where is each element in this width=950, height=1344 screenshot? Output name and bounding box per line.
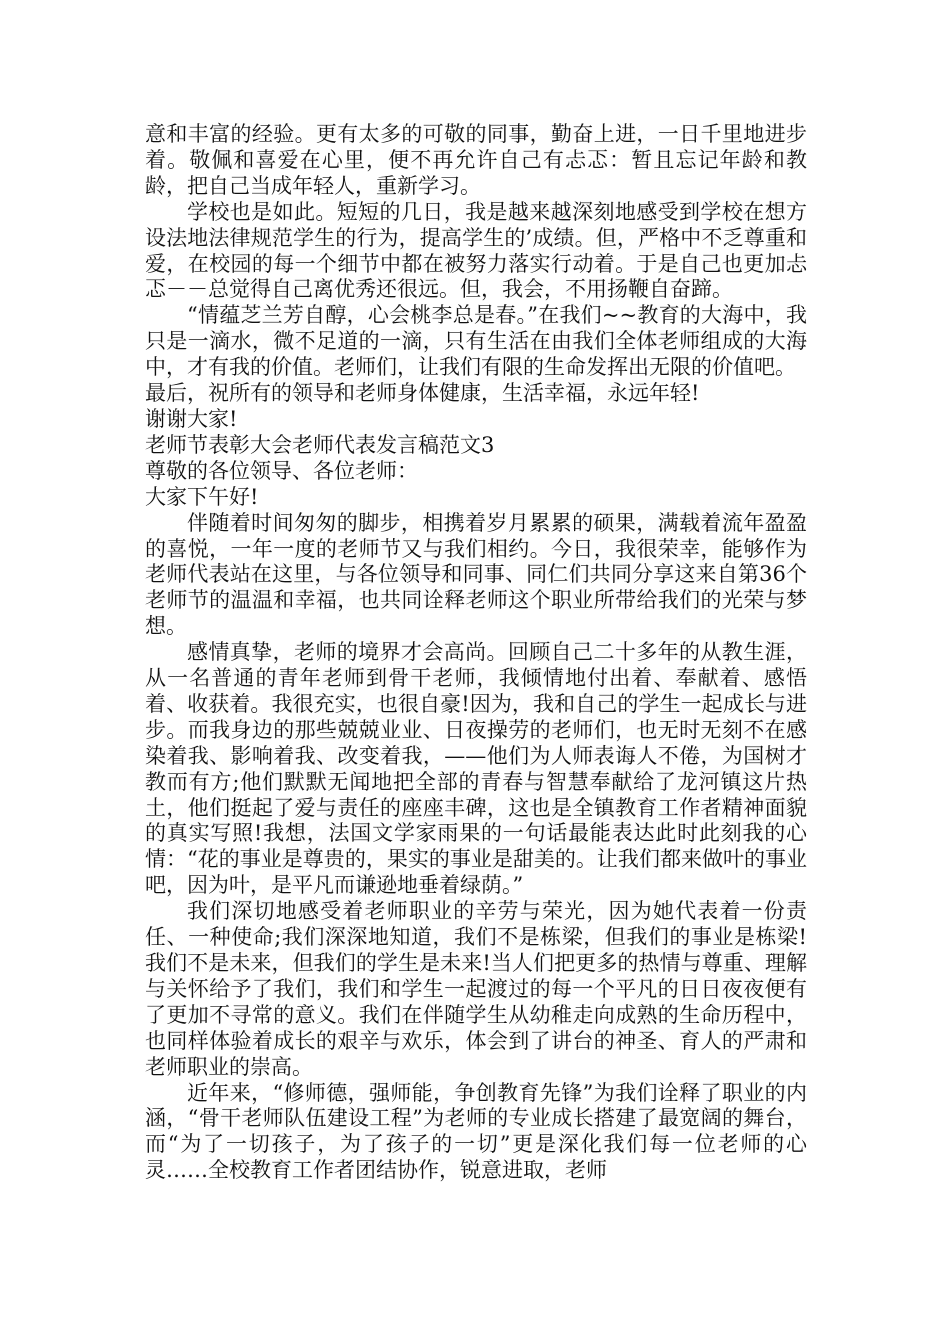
paragraph-emotion: 感情真挚，老师的境界才会高尚。回顾自己二十多年的从教生涯，从一名普通的青年老师到骨干老师，我倾情地付出着、奉献着、感悟着、收获着。我很充实，也很自豪!因为，我和自己的学生一起成长与进步。而我身边的那些兢兢业业、日夜操劳的老师们，也无时无刻不在感染着我、影响着我、改变着我，——他们为人师表诲人不倦，为国树才教而有方;他们默默无闻地把全部的青春与智慧奉献给了龙河镇这片热土，他们挺起了爱与责任的座座丰碑，这也是全镇教育工作者精神面貌的真实写照!我想，法国文学家雨果的一句话最能表达此时此刻我的心情：“花的事业是尊贵的，果实的事业是甜美的。让我们都来做叶的事业吧，因为叶，是平凡而谦逊地垂着绿荫。” <box>145 640 807 898</box>
paragraph-intro: 伴随着时间匆匆的脚步，相携着岁月累累的硕果，满载着流年盈盈的喜悦，一年一度的老师节又与我们相约。今日，我很荣幸，能够作为老师代表站在这里，与各位领导和同事、同仁们共同分享这来自第36个老师节的温温和幸福，也共同诠释老师这个职业所带给我们的光荣与梦想。 <box>145 510 807 639</box>
document-body <box>145 122 807 1184</box>
paragraph-recent-years: 近年来，“修师德，强师能，争创教育先锋”为我们诠释了职业的内涵，“骨干老师队伍建设工程”为老师的专业成长搭建了最宽阔的舞台，而“为了一切孩子，为了孩子的一切”更是深化我们每一位老师的心灵……全校教育工作者团结协作，锐意进取，老师 <box>145 1080 807 1183</box>
section-title: 老师节表彰大会老师代表发言稿范文3 <box>145 432 495 457</box>
closing-thanks: 谢谢大家! <box>145 406 238 431</box>
paragraph-school: 学校也是如此。短短的几日，我是越来越深刻地感受到学校在想方设法地法律规范学生的行为，提高学生的’成绩。但，严格中不乏尊重和爱，在校园的每一个细节中都在被努力落实行动着。于是自己也更加忐忑－－总觉得自己离优秀还很远。但，我会，不用扬鞭自奋蹄。 <box>145 199 807 302</box>
paragraph-continuation: 意和丰富的经验。更有太多的可敬的同事，勤奋上进，一日千里地进步着。敬佩和喜爱在心里，便不再允许自己有忐忑：暂且忘记年龄和教龄，把自己当成年轻人，重新学习。 <box>145 122 807 198</box>
salutation: 尊敬的各位领导、各位老师： <box>145 458 418 483</box>
paragraph-quote: “情蕴芝兰芳自醇，心会桃李总是春。”在我们~~教育的大海中，我只是一滴水，微不足道的一滴，只有生活在由我们全体老师组成的大海中，才有我的价值。老师们，让我们有限的生命发挥出无限的价值吧。 <box>145 303 807 380</box>
greeting: 大家下午好! <box>145 484 259 509</box>
paragraph-profession: 我们深切地感受着老师职业的辛劳与荣光，因为她代表着一份责任、一种使命;我们深深地知道，我们不是栋梁，但我们的事业是栋梁!我们不是未来，但我们的学生是未来!当人们把更多的热情与尊重、理解与关怀给予了我们，我们和学生一起渡过的每一个平凡的日日夜夜便有了更加不寻常的意义。我们在伴随学生从幼稚走向成熟的生命历程中，也同样体验着成长的艰辛与欢乐，体会到了讲台的神圣、育人的严肃和老师职业的崇高。 <box>145 899 807 1079</box>
closing-wish: 最后，祝所有的领导和老师身体健康，生活幸福，永远年轻! <box>145 381 700 406</box>
